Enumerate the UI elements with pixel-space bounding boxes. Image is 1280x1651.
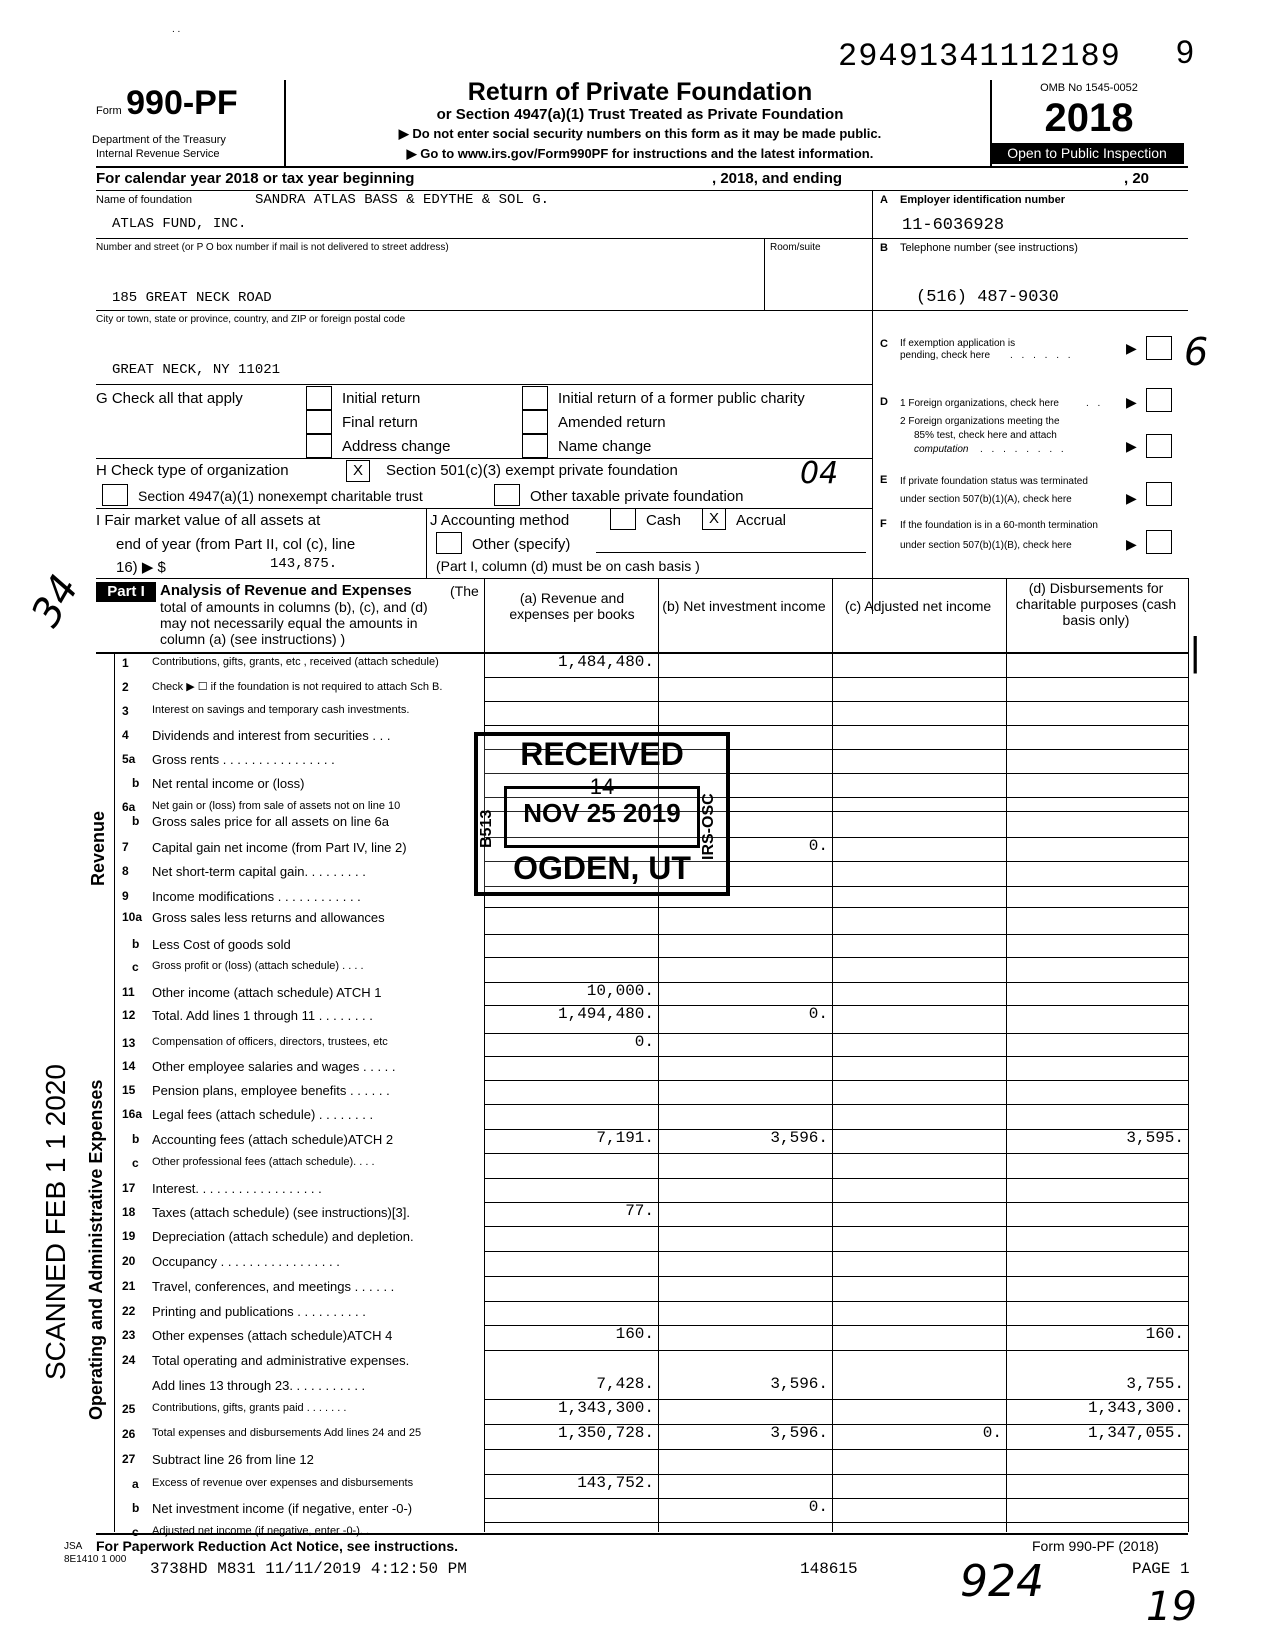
- line-description: Net gain or (loss) from sale of assets not on line 10: [152, 800, 401, 812]
- footer-form-label: Form 990-PF (2018): [1032, 1538, 1159, 1554]
- value-col-a: 1,494,480.: [557, 1005, 654, 1023]
- line-number: 6a: [122, 800, 136, 814]
- line-description: Less Cost of goods sold: [152, 937, 291, 952]
- line-description: Gross rents . . . . . . . . . . . . . . . .: [152, 752, 335, 767]
- line-number: b: [132, 1132, 140, 1146]
- value-col-b: 3,596.: [770, 1375, 828, 1393]
- e-text-2: under section 507(b)(1)(A), check here: [900, 494, 1072, 505]
- value-col-b: 0.: [808, 1498, 828, 1516]
- d2-foreign-85-checkbox[interactable]: [1146, 434, 1172, 458]
- line-number: 25: [122, 1402, 136, 1416]
- batch-number: 148615: [800, 1560, 858, 1578]
- line-description: Other professional fees (attach schedule). . . .: [152, 1156, 375, 1168]
- ein-label: Employer identification number: [900, 194, 1066, 206]
- cash-method-checkbox[interactable]: [610, 508, 636, 530]
- line-number: 8: [122, 864, 129, 878]
- received-stamp: [474, 732, 730, 896]
- line-description: Net rental income or (loss): [152, 776, 305, 791]
- dept-treasury: Department of the Treasury: [92, 134, 226, 146]
- h-check-label: H Check type of organization: [96, 462, 289, 479]
- cash-method-label: Cash: [646, 512, 682, 529]
- line-description: Net short-term capital gain. . . . . . . . .: [152, 864, 366, 879]
- handwritten-924: 924: [960, 1556, 1044, 1607]
- ssn-note: ▶ Do not enter social security numbers on this form as it may be made public.: [398, 126, 882, 141]
- line-description: Travel, conferences, and meetings . . . . . .: [152, 1279, 395, 1294]
- col-b-header: (b) Net investment income: [662, 598, 826, 614]
- fmv-value: 143,875.: [270, 556, 338, 572]
- line-description: Other expenses (attach schedule)ATCH 4: [152, 1328, 393, 1343]
- line-number: 26: [122, 1427, 136, 1441]
- line-number: c: [132, 1156, 139, 1170]
- value-col-d: 160.: [1145, 1325, 1184, 1343]
- line-number: 13: [122, 1036, 136, 1050]
- line-description: Interest on savings and temporary cash investments.: [152, 704, 410, 716]
- line-description: Capital gain net income (from Part IV, line 2): [152, 840, 407, 855]
- line-description: Subtract line 26 from line 12: [152, 1452, 314, 1467]
- paperwork-notice: For Paperwork Reduction Act Notice, see instructions.: [96, 1538, 458, 1554]
- c-exemption-checkbox[interactable]: [1146, 336, 1172, 360]
- batch-line: 3738HD M831 11/11/2019 4:12:50 PM: [150, 1560, 467, 1578]
- value-col-a: 77.: [625, 1202, 654, 1220]
- line-description: Other employee salaries and wages . . . . .: [152, 1059, 396, 1074]
- line-number: c: [132, 960, 139, 974]
- address-change-checkbox[interactable]: [306, 434, 332, 458]
- f-arrow-icon: ▶: [1126, 536, 1137, 552]
- col-d-header: (d) Disbursements for charitable purposes (cash basis only): [1015, 580, 1177, 628]
- part-i-desc3: may not necessarily equal the amounts in: [160, 615, 418, 631]
- h-other-taxable-label: Other taxable private foundation: [530, 488, 744, 505]
- d2-text-b: 85% test, check here and attach: [914, 430, 1057, 441]
- city-value: GREAT NECK, NY 11021: [112, 362, 281, 378]
- f-text-2: under section 507(b)(1)(B), check here: [900, 540, 1072, 551]
- e-text-1: If private foundation status was terminated: [900, 476, 1088, 487]
- line-number: 3: [122, 704, 129, 718]
- other-method-label: Other (specify): [472, 536, 571, 553]
- d1-dots: . .: [1086, 398, 1104, 409]
- item-c-letter: C: [880, 338, 888, 350]
- line-number: 18: [122, 1205, 136, 1219]
- value-col-d: 3,595.: [1126, 1129, 1184, 1147]
- public-inspection-banner: Open to Public Inspection: [990, 143, 1184, 164]
- item-f-letter: F: [880, 518, 887, 530]
- line-description: Accounting fees (attach schedule)ATCH 2: [152, 1132, 394, 1147]
- line-description: Total expenses and disbursements Add lines 24 and 25: [152, 1427, 422, 1439]
- phone-label: Telephone number (see instructions): [900, 242, 1078, 254]
- line-description: Interest. . . . . . . . . . . . . . . . . .: [152, 1181, 322, 1196]
- i-fmv-line2: end of year (from Part II, col (c), line: [116, 536, 356, 553]
- c-dots: . . . . . .: [1010, 350, 1074, 361]
- line-description: Printing and publications . . . . . . . . . .: [152, 1304, 366, 1319]
- line-description: Depreciation (attach schedule) and depletion.: [152, 1229, 414, 1244]
- website-note: ▶ Go to www.irs.gov/Form990PF for instructions and the latest information.: [406, 146, 874, 161]
- address-change-label: Address change: [342, 438, 451, 455]
- street-label: Number and street (or P O box number if mail is not delivered to street address): [96, 242, 449, 253]
- d2-dots: . . . . . . . .: [980, 444, 1067, 455]
- initial-former-charity-checkbox[interactable]: [522, 386, 548, 410]
- cash-basis-note: (Part I, column (d) must be on cash basis ): [436, 558, 700, 574]
- line-description: Gross profit or (loss) (attach schedule) . . . .: [152, 960, 364, 972]
- street-value: 185 GREAT NECK ROAD: [112, 290, 272, 306]
- line-description: Pension plans, employee benefits . . . . . .: [152, 1083, 390, 1098]
- line-description: Gross sales less returns and allowances: [152, 910, 385, 925]
- line-description: Gross sales price for all assets on line 6a: [152, 814, 389, 829]
- line-number: 9: [122, 889, 129, 903]
- form-prefix: Form: [96, 105, 122, 117]
- value-col-c: 0.: [982, 1424, 1002, 1442]
- scanned-stamp: SCANNED FEB 1 1 2020: [40, 1064, 71, 1380]
- line-number: 10a: [122, 910, 143, 924]
- e-terminated-checkbox[interactable]: [1146, 482, 1172, 506]
- amended-return-label: Amended return: [558, 414, 666, 431]
- final-return-checkbox[interactable]: [306, 410, 332, 434]
- f-60-month-checkbox[interactable]: [1146, 530, 1172, 554]
- handwritten-19: 19: [1146, 1584, 1197, 1630]
- line-description: Legal fees (attach schedule) . . . . . . . .: [152, 1107, 374, 1122]
- value-col-b: 3,596.: [770, 1129, 828, 1147]
- value-col-a: 143,752.: [577, 1474, 654, 1492]
- form-title: Return of Private Foundation: [467, 78, 813, 106]
- line-number: 23: [122, 1328, 136, 1342]
- value-col-a: 10,000.: [586, 982, 654, 1000]
- line-number: 20: [122, 1254, 136, 1268]
- and-ending-label: , 2018, and ending: [712, 170, 843, 187]
- line-number: 14: [122, 1059, 136, 1073]
- final-return-label: Final return: [342, 414, 418, 431]
- stamp-left-code: B513: [478, 809, 495, 848]
- part-i-desc4: column (a) (see instructions) ): [160, 631, 346, 647]
- page-tick-mark: |: [1190, 630, 1201, 674]
- stamp-city: OGDEN, UT: [513, 850, 691, 886]
- irs-name: Internal Revenue Service: [96, 148, 220, 160]
- line-number: a: [132, 1477, 139, 1491]
- item-e-letter: E: [880, 474, 888, 486]
- g-check-label: G Check all that apply: [96, 390, 243, 407]
- value-col-b: 0.: [808, 837, 828, 855]
- accrual-method-checkbox[interactable]: X: [702, 508, 726, 530]
- line-number: 21: [122, 1279, 136, 1293]
- omb-number: OMB No 1545-0052: [1040, 82, 1138, 94]
- line-number: b: [132, 814, 140, 828]
- j-accounting-label: J Accounting method: [430, 512, 570, 529]
- value-col-a: 1,350,728.: [557, 1424, 654, 1442]
- tax-year: 2018: [1044, 96, 1134, 140]
- line-description: Add lines 13 through 23. . . . . . . . . . .: [152, 1378, 366, 1393]
- line-description: Other income (attach schedule) ATCH 1: [152, 985, 382, 1000]
- h-501c3-checkbox[interactable]: X: [346, 460, 370, 482]
- h-501c3-label: Section 501(c)(3) exempt private foundation: [386, 462, 678, 479]
- line-description: Net investment income (if negative, enter -0-): [152, 1501, 413, 1516]
- value-col-a: 7,428.: [596, 1375, 654, 1393]
- part-i-desc2: total of amounts in columns (b), (c), and (d): [160, 599, 428, 615]
- revenue-section-label: Revenue: [88, 810, 108, 886]
- line-description: Income modifications . . . . . . . . . . . .: [152, 889, 361, 904]
- item-d-letter: D: [880, 396, 888, 408]
- part-i-label: Part I: [96, 582, 156, 602]
- value-col-b: 0.: [808, 1005, 828, 1023]
- line-description: Total operating and administrative expenses.: [152, 1353, 410, 1368]
- h-4947-checkbox[interactable]: [102, 484, 128, 506]
- c-text-2: pending, check here: [900, 350, 991, 361]
- line-number: 11: [122, 985, 135, 999]
- value-col-a: 7,191.: [596, 1129, 654, 1147]
- line-number: 27: [122, 1452, 136, 1466]
- form-name: 990-PF: [126, 84, 238, 122]
- c-text-1: If exemption application is: [900, 338, 1016, 349]
- line-description: Contributions, gifts, grants, etc , received (attach schedule): [152, 656, 439, 668]
- value-col-a: 1,343,300.: [557, 1399, 654, 1417]
- page-number: PAGE 1: [1132, 1560, 1190, 1578]
- line-number: 16a: [122, 1107, 143, 1121]
- scribble-04: 04: [800, 456, 839, 491]
- line-number: 17: [122, 1181, 136, 1195]
- ein-value: 11-6036928: [902, 216, 1005, 235]
- h-4947-label: Section 4947(a)(1) nonexempt charitable trust: [138, 488, 423, 504]
- line-number: b: [132, 937, 140, 951]
- col-a-header: (a) Revenue and expenses per books: [509, 590, 635, 622]
- form-id: [96, 84, 238, 123]
- expenses-section-label: Operating and Administrative Expenses: [86, 1079, 106, 1420]
- line-number: 24: [122, 1353, 136, 1367]
- f-text-1: If the foundation is in a 60-month termination: [900, 520, 1098, 531]
- footer-jsa: JSA: [64, 1541, 83, 1552]
- item-b-letter: B: [880, 242, 888, 254]
- h-other-taxable-checkbox[interactable]: [494, 484, 520, 506]
- value-col-d: 3,755.: [1126, 1375, 1184, 1393]
- line-description: Adjusted net income (if negative, enter -0-). .: [152, 1525, 370, 1537]
- foundation-name-label: Name of foundation: [96, 194, 193, 206]
- line-description: Compensation of officers, directors, trustees, etc: [152, 1036, 388, 1048]
- value-col-b: 3,596.: [770, 1424, 828, 1442]
- footer-code: 8E1410 1 000: [64, 1554, 127, 1565]
- stamp-received-text: RECEIVED: [520, 736, 684, 772]
- line-number: c: [132, 1525, 139, 1539]
- line-number: 22: [122, 1304, 136, 1318]
- d1-foreign-checkbox[interactable]: [1146, 388, 1172, 412]
- d1-arrow-icon: ▶: [1126, 394, 1137, 410]
- line-number: 12: [122, 1008, 136, 1022]
- foundation-name-line2: ATLAS FUND, INC.: [112, 216, 247, 232]
- value-col-a: 160.: [615, 1325, 654, 1343]
- calendar-year-label: For calendar year 2018 or tax year beginning: [96, 170, 415, 187]
- value-col-a: 1,484,480.: [557, 653, 654, 671]
- stamp-day: 14: [589, 774, 615, 799]
- line-description: Check ▶ ☐ if the foundation is not required to attach Sch B.: [152, 681, 443, 693]
- accrual-method-label: Accrual: [736, 512, 787, 529]
- part-i-title: Analysis of Revenue and Expenses: [160, 582, 412, 599]
- comma-20: , 20: [1124, 170, 1150, 187]
- form-subtitle: or Section 4947(a)(1) Trust Treated as Private Foundation: [436, 106, 844, 123]
- other-method-checkbox[interactable]: [436, 532, 462, 554]
- line-description: Dividends and interest from securities . . .: [152, 728, 391, 743]
- value-col-d: 1,347,055.: [1087, 1424, 1184, 1442]
- initial-former-charity-label: Initial return of a former public charity: [558, 390, 805, 407]
- d2-text-c: computation: [914, 444, 969, 455]
- line-number: 4: [122, 728, 129, 742]
- initial-return-checkbox[interactable]: [306, 386, 332, 410]
- dln-corner: 9: [1176, 34, 1194, 70]
- i-fmv-line1: I Fair market value of all assets at: [96, 512, 321, 529]
- scribble-34: 34: [22, 567, 89, 635]
- line-description: Taxes (attach schedule) (see instructions)[3].: [152, 1205, 410, 1220]
- dln-number: 29491341112189: [838, 38, 1121, 75]
- city-label: City or town, state or province, country, and ZIP or foreign postal code: [96, 314, 406, 325]
- value-col-a: 0.: [634, 1033, 654, 1051]
- i-fmv-line3: 16) ▶ $: [116, 559, 166, 576]
- d1-text: 1 Foreign organizations, check here: [900, 398, 1059, 409]
- item-a-letter: A: [880, 194, 888, 206]
- stamp-date: NOV 25 2019: [523, 798, 681, 828]
- name-change-checkbox[interactable]: [522, 434, 548, 458]
- line-description: Total. Add lines 1 through 11 . . . . . . . .: [152, 1008, 373, 1023]
- line-number: b: [132, 1501, 140, 1515]
- d2-arrow-icon: ▶: [1126, 438, 1137, 454]
- part-i-desc1: (The: [450, 583, 479, 599]
- d2-text-a: 2 Foreign organizations meeting the: [900, 416, 1060, 427]
- line-number: 1: [122, 656, 129, 670]
- line-description: Occupancy . . . . . . . . . . . . . . . . .: [152, 1254, 340, 1269]
- value-col-d: 1,343,300.: [1087, 1399, 1184, 1417]
- name-change-label: Name change: [558, 438, 652, 455]
- top-dots: . .: [172, 24, 181, 35]
- line-number: 2: [122, 680, 129, 694]
- line-description: Excess of revenue over expenses and disbursements: [152, 1477, 414, 1489]
- room-suite-label: Room/suite: [770, 242, 821, 253]
- line-number: 7: [122, 840, 129, 854]
- line-number: 15: [122, 1083, 136, 1097]
- line-number: 19: [122, 1229, 136, 1243]
- line-description: Contributions, gifts, grants paid . . . . . . .: [152, 1402, 347, 1414]
- col-c-header: (c) Adjusted net income: [844, 598, 992, 614]
- c-arrow-icon: ▶: [1126, 340, 1137, 356]
- amended-return-checkbox[interactable]: [522, 410, 548, 434]
- line-number: 5a: [122, 752, 136, 766]
- line-number: b: [132, 776, 140, 790]
- foundation-name-line1: SANDRA ATLAS BASS & EDYTHE & SOL G.: [255, 192, 550, 208]
- scribble-right: 6: [1184, 330, 1209, 374]
- stamp-right-code: IRS-OSC: [700, 793, 717, 860]
- e-arrow-icon: ▶: [1126, 490, 1137, 506]
- initial-return-label: Initial return: [342, 390, 421, 407]
- phone-value: (516) 487-9030: [916, 288, 1059, 307]
